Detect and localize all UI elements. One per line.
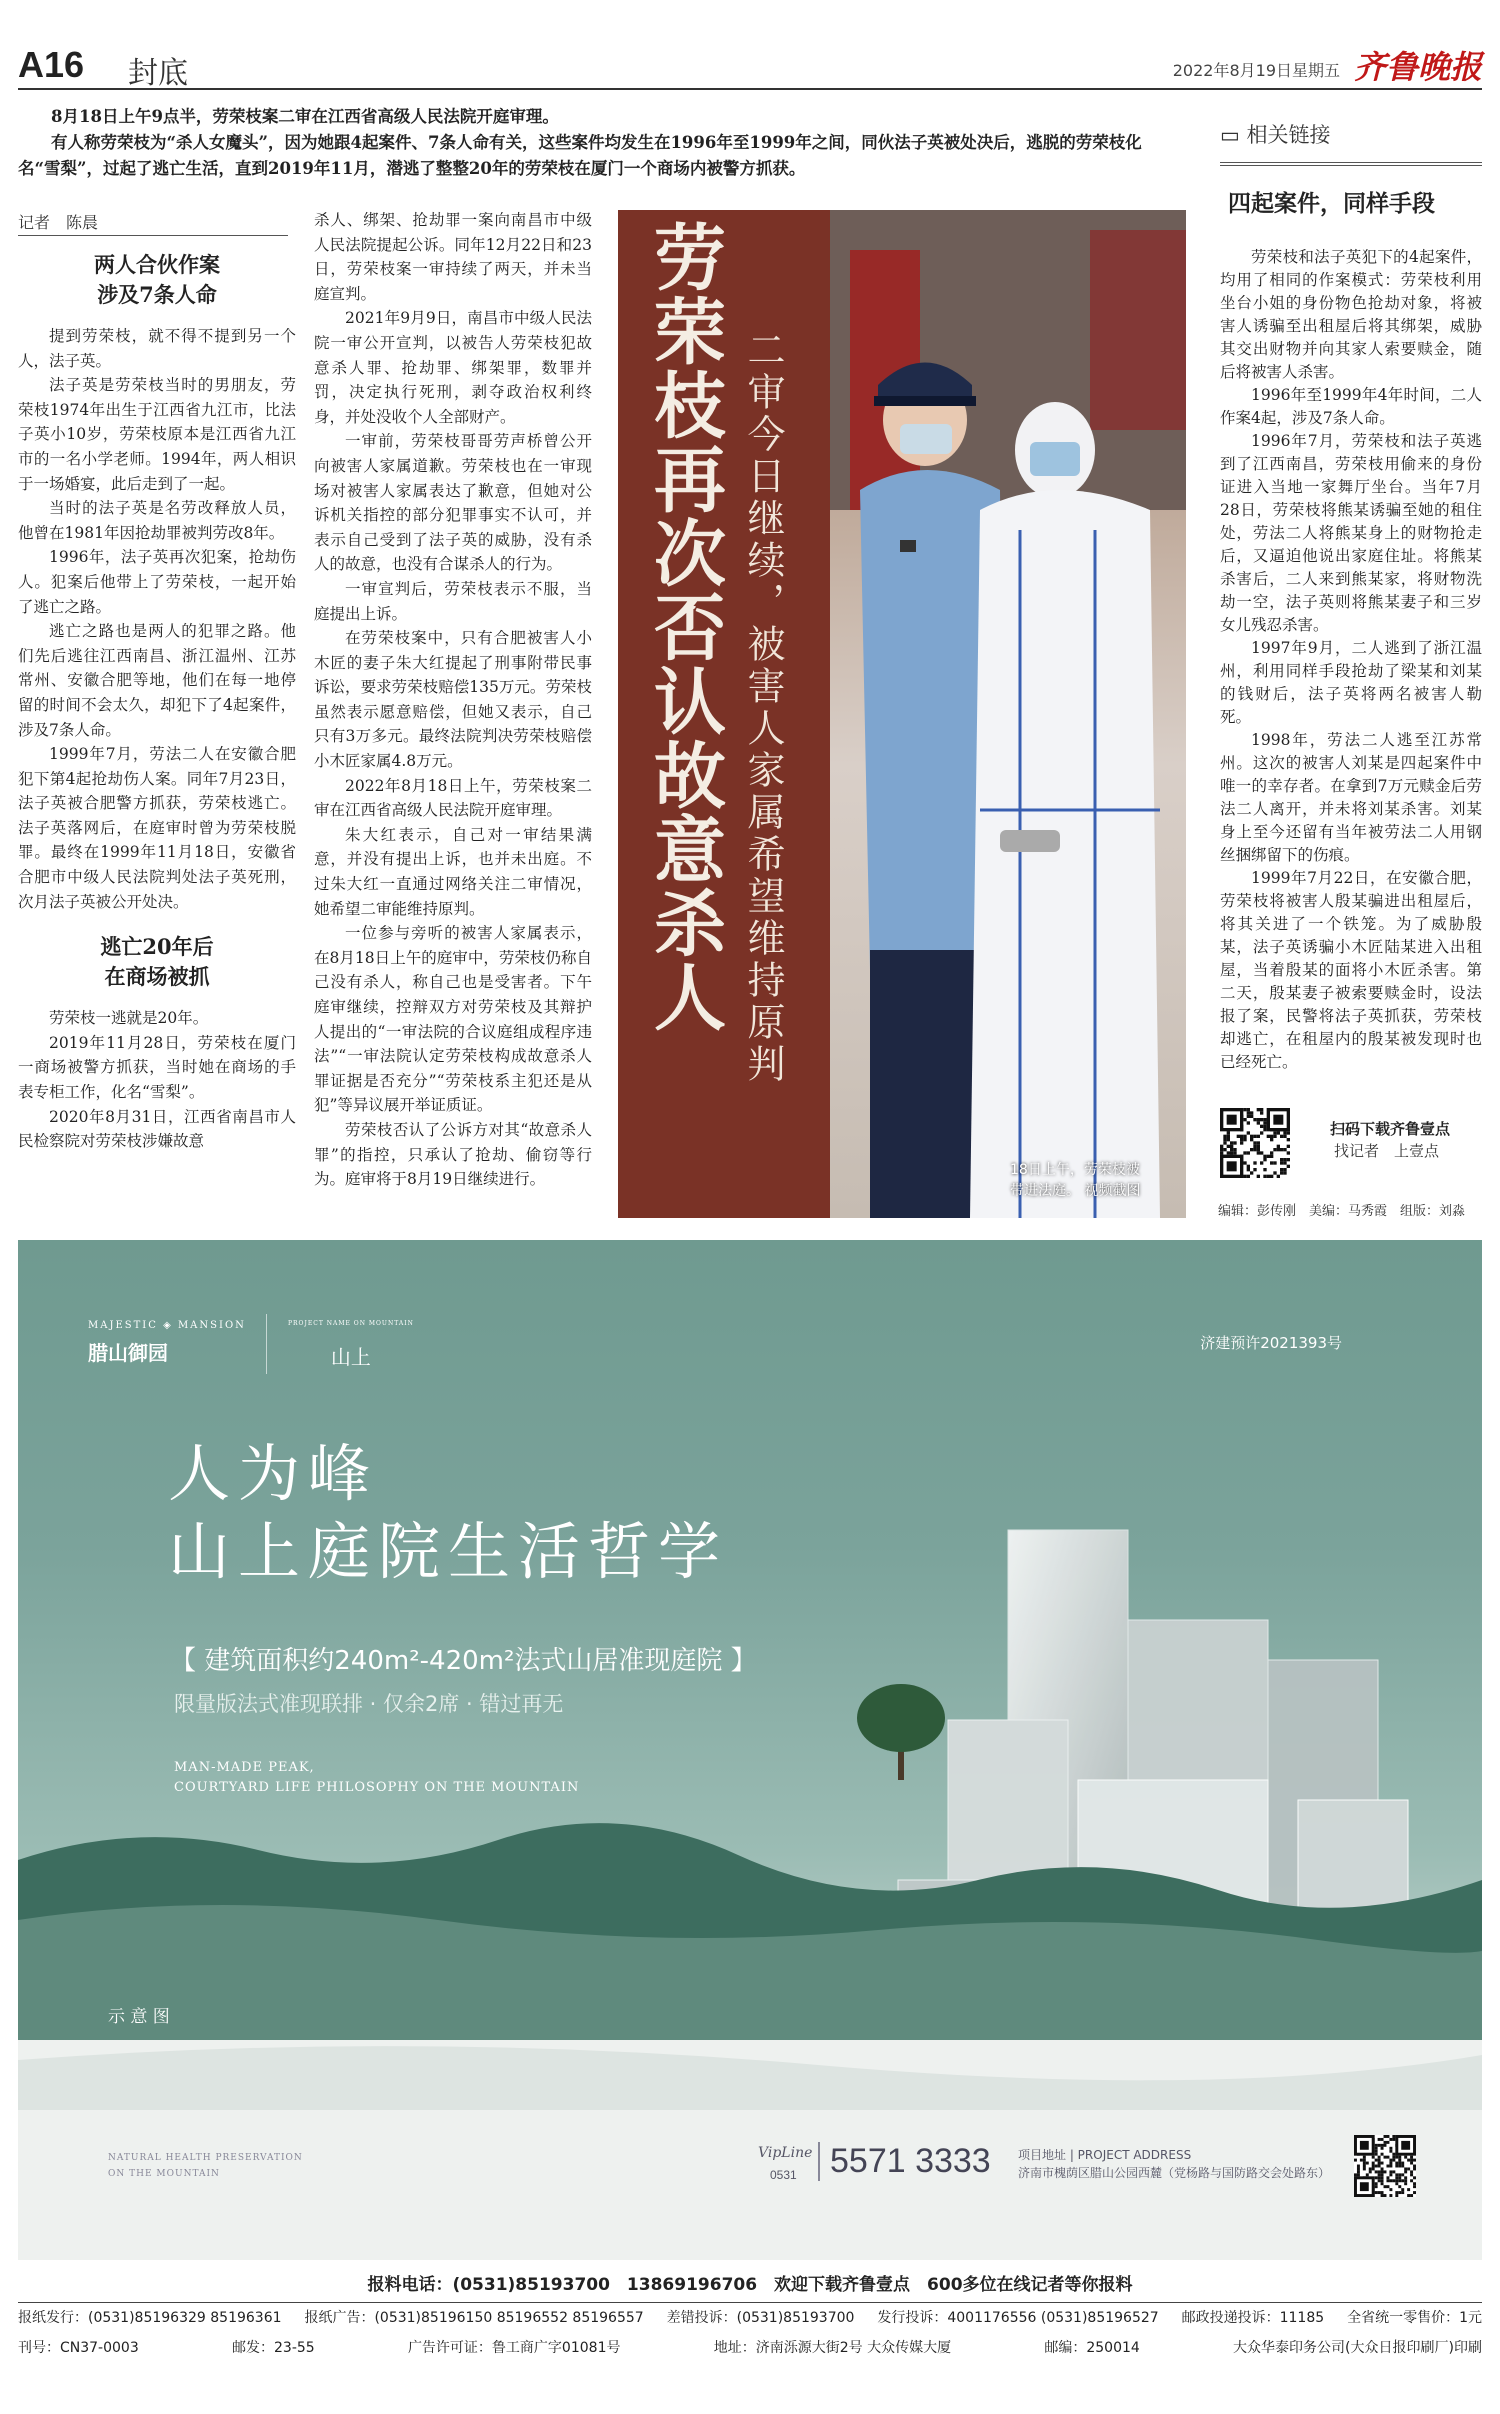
- sidebar-paragraph: 1996年7月，劳荣枝和法子英逃到了江西南昌，劳荣枝用偷来的身份证进入当地一家舞厅坐台。当年7月28日，劳荣枝将熊某诱骗至她的租住处，劳法二人将熊某身上的财物抢走后，又逼迫他说出家庭住址。将熊某杀害后，二人来到熊某家，将财物洗劫一空，法子英则将熊某妻子和三岁女儿残忍杀害。: [1220, 432, 1482, 634]
- ad-headline-line1: 人为峰: [168, 1437, 379, 1510]
- issue-date: 2022年8月19日: [1172, 61, 1292, 80]
- court-photo: [830, 210, 1186, 1218]
- footer-item: 刊号：CN37-0003: [18, 2340, 139, 2356]
- footer-item: 发行投诉：4001176556 (0531)85196527: [877, 2310, 1159, 2326]
- brand2-cn: 山上: [330, 1345, 371, 1369]
- sidebar-text: [1220, 246, 1482, 1074]
- tagline-line1: MAN-MADE PEAK,: [174, 1760, 315, 1775]
- sidebar-paragraph: 1998年，劳法二人逃至江苏常州。这次的被害人刘某是四起案件中唯一的幸存者。在拿到7万元赎金后劳法二人离开，并未将刘某杀害。刘某身上至今还留有当年被劳法二人用钢丝捆绑留下的伤痕。: [1220, 731, 1482, 864]
- sidebar-paragraph: 1999年7月22日，在安徽合肥，劳荣枝将被害人殷某骗进出租屋后，将其关进了一个铁笼。为了威胁殷某，法子英诱骗小木匠陆某进入出租屋，当着殷某的面将小木匠杀害。第二天，殷某妻子被索要赎金时，设法报了案，民警将法子英抓获，劳荣枝却逃亡，在租屋内的殷某被发现时也已经死亡。: [1220, 869, 1482, 1071]
- ad-phone[interactable]: 5571 3333: [818, 2142, 991, 2181]
- footer-item: 差错投诉：(0531)85193700: [666, 2310, 855, 2326]
- footer-item: 广告许可证：鲁工商广字01081号: [407, 2340, 621, 2356]
- page-number: A16: [18, 44, 85, 85]
- paragraph: 2021年9月9日，南昌市中级人民法院一审公开宣判，以被告人劳荣枝犯故意杀人罪、抢劫罪、绑架罪，数罪并罚，决定执行死刑，剥夺政治权利终身，并处没收个人全部财产。: [314, 309, 592, 426]
- weekday: 星期五: [1291, 61, 1340, 80]
- paragraph: 逃亡之路也是两人的犯罪之路。他们先后逃往江西南昌、浙江温州、江苏常州、安徽合肥等地，他们在每一地停留的时间不会太久，却犯下了4起案件，涉及7条人命。: [18, 622, 296, 739]
- paragraph: 2020年8月31日，江西省南昌市人民检察院对劳荣枝涉嫌故意: [18, 1107, 296, 1151]
- paragraph: 2019年11月28日，劳荣枝在厦门一商场被警方抓获，当时她在商场的手表专柜工作，化名“雪梨”。: [18, 1033, 296, 1102]
- paragraph: 一审前，劳荣枝哥哥劳声桥曾公开向被害人家属道歉。劳荣枝也在一审现场对被害人家属表达了歉意，但她对公诉机关指控的部分犯罪事实不认可，并表示自己受到了法子英的威胁，没有杀人的故意，也没有合谋杀人的行为。: [314, 432, 592, 574]
- footer-item: 报纸发行：(0531)85196329 85196361: [18, 2310, 282, 2326]
- sub-headline: 二审今日继续，被害人家属希望维持原判: [741, 330, 785, 1086]
- divider: [1220, 162, 1482, 166]
- editor-credits: 编辑：彭传刚 美编：马秀霞 组版：刘淼: [1218, 1204, 1466, 1219]
- paragraph: 一位参与旁听的被害人家属表示，在8月18日上午的庭审中，劳荣枝仍称自己没有杀人，称自己也是受害者。下午庭审继续，控辩双方对劳荣枝及其辩护人提出的“一审法院的合议庭组成程序违法”“一审法院认定劳荣枝构成故意杀人罪证据是否充分”“劳荣枝系主犯还是从犯”等异议展开举证质证。: [314, 924, 592, 1115]
- sidebar-paragraph: 劳荣枝和法子英犯下的4起案件，均用了相同的作案模式：劳荣枝利用坐台小姐的身份物色抢劫对象，将被害人诱骗至出租屋后将其绑架，威胁其交出财物并向其家人索要赎金，随后将被害人杀害。: [1220, 248, 1482, 381]
- footer-item: 邮发：23-55: [232, 2340, 315, 2356]
- court-scene-illustration: [830, 210, 1186, 1218]
- lead-paragraph: 8月18日上午9点半，劳荣枝案二审在江西省高级人民法院开庭审理。: [51, 107, 559, 126]
- photo-caption: 18日上午，劳荣枝被 带进法庭。 视频截图: [1010, 1162, 1141, 1199]
- footer-item: 邮政投递投诉：11185: [1181, 2310, 1325, 2326]
- lead-paragraph: 有人称劳荣枝为“杀人女魔头”，因为她跟4起案件、7条人命有关，这些案件均发生在1996年至1999年之间，同伙法子英被处决后，逃脱的劳荣枝化名“雪梨”，过起了逃亡生活，直到2019年11月，潜逃了整整20年的劳荣枝在厦门一个商场内被警方抓获。: [18, 133, 1142, 178]
- qr-code-icon[interactable]: [1220, 1108, 1290, 1178]
- paragraph: 1996年，法子英再次犯案，抢劫伤人。犯案后他带上了劳荣枝，一起开始了逃亡之路。: [18, 548, 296, 616]
- ad-brand-logo: [88, 1320, 246, 1366]
- footer-row-2: [18, 2333, 1482, 2363]
- paragraph: 劳荣枝一逃就是20年。: [49, 1009, 209, 1028]
- article-lead: [18, 104, 1170, 192]
- related-links-text: 相关链接: [1246, 123, 1331, 147]
- footer-item: 邮编：250014: [1044, 2340, 1140, 2356]
- paragraph: 1999年7月，劳法二人在安徽合肥犯下第4起抢劫伤人案。同年7月23日，法子英被合肥警方抓获，劳荣枝逃亡。法子英落网后，在庭审时曾为劳荣枝脱罪。最终在1999年11月18日，安徽省合肥市中级人民法院判处法子英死刑，次月法子英被公开处决。: [18, 745, 296, 911]
- sidebar-paragraph: 1996年至1999年4年时间，二人作案4起，涉及7条人命。: [1220, 386, 1482, 427]
- footer-item: 地址：济南泺源大街2号 大众传媒大厦: [713, 2340, 952, 2356]
- vipline-label: VipLine: [758, 2145, 813, 2161]
- qr-code-icon[interactable]: [1354, 2135, 1416, 2197]
- subheading: 逃亡20年后 在商场被抓: [100, 934, 214, 990]
- sidebar-title: 四起案件，同样手段: [1228, 190, 1435, 217]
- window-icon: ▭: [1220, 123, 1247, 147]
- paragraph: 一审宣判后，劳荣枝表示不服，当庭提出上诉。: [314, 579, 592, 623]
- ad-illustration: [18, 1240, 1482, 2260]
- ad-offer: 限量版法式准现联排 · 仅余2席 · 错过再无: [174, 1692, 564, 1716]
- main-headline: 劳荣枝再次否认故意杀人: [642, 220, 727, 1034]
- paragraph: 当时的法子英是名劳改释放人员，他曾在1981年因抢劫罪被判劳改8年。: [18, 499, 296, 542]
- paragraph: 劳荣枝否认了公诉方对其“故意杀人罪”的指控，只承认了抢劫、偷窃等行为。庭审将于8月19日继续进行。: [314, 1120, 592, 1189]
- ad-headline-line2: 山上庭院生活哲学: [168, 1515, 729, 1588]
- related-links-label: [1220, 118, 1482, 152]
- ad-headline: [168, 1435, 728, 1591]
- scan-subtitle: 找记者 上壹点: [1334, 1142, 1440, 1160]
- illustration-note: 示 意 图: [108, 2007, 170, 2027]
- footer-item: 大众华泰印务公司(大众日报印刷厂)印刷: [1233, 2340, 1482, 2356]
- footer-row-1: [18, 2303, 1482, 2333]
- tipline: 报料电话：(0531)85193700 13869196706 欢迎下载齐鲁壹点 600多位在线记者等你报料: [18, 2268, 1482, 2303]
- subheading: 两人合伙作案 涉及7条人命: [94, 252, 220, 307]
- small-en-1: NATURAL HEALTH PRESERVATION: [108, 2153, 303, 2163]
- paragraph: 在劳荣枝案中，只有合肥被害人小木匠的妻子朱大红提起了刑事附带民事诉讼，要求劳荣枝赔偿135万元。劳荣枝虽然表示愿意赔偿，但她又表示，自己只有3万多元。最终法院判决劳荣枝赔偿小木匠家属4.8万元。: [314, 629, 592, 771]
- sidebar-paragraph: 1997年9月，二人逃到了浙江温州，利用同样手段抢劫了梁某和刘某的钱财后，法子英将两名被害人勒死。: [1220, 639, 1482, 726]
- ad-small-english: [108, 2150, 303, 2182]
- city-code: 0531: [770, 2168, 797, 2182]
- paragraph: 朱大红表示，自己对一审结果满意，并没有提出上诉，也并未出庭。不过朱大红一直通过网络关注二审情况，她希望二审能维持原判。: [314, 825, 592, 918]
- headline-block: [618, 210, 1186, 1218]
- address-label: 项目地址 | PROJECT ADDRESS: [1018, 2148, 1192, 2162]
- reporter-byline: 记者 陈晨: [18, 210, 288, 236]
- tagline-line2: COURTYARD LIFE PHILOSOPHY ON THE MOUNTAIN: [174, 1780, 580, 1795]
- paragraph: 提到劳荣枝，就不得不提到另一个人，法子英。: [18, 327, 296, 370]
- section-name: 封底: [128, 56, 188, 91]
- scan-title: 扫码下载齐鲁壹点: [1330, 1120, 1451, 1138]
- newspaper-logo: 齐鲁晚报: [1353, 48, 1482, 86]
- presale-permit: 济建预许2021393号: [1200, 1334, 1342, 1352]
- address-text: 济南市槐荫区腊山公园西麓（党杨路与国防路交会处路东）: [1018, 2166, 1331, 2180]
- article-column-1: [18, 250, 296, 1240]
- brand-en: MAJESTIC ◈ MANSION: [88, 1320, 246, 1331]
- real-estate-ad: [18, 1240, 1482, 2260]
- ad-sub-brand: [288, 1320, 414, 1370]
- paragraph: 2022年8月18日上午，劳荣枝案二审在江西省高级人民法院开庭审理。: [314, 776, 592, 820]
- page-header: [18, 40, 1482, 90]
- related-links-sidebar: [1220, 118, 1482, 1228]
- footer-item: 报纸广告：(0531)85196150 85196552 85196557: [304, 2310, 644, 2326]
- page-footer: [18, 2268, 1482, 2408]
- small-en-2: ON THE MOUNTAIN: [108, 2169, 220, 2179]
- article-column-2: [314, 208, 592, 1243]
- ad-english-tagline: [174, 1758, 579, 1798]
- footer-item: 全省统一零售价：1元: [1347, 2310, 1482, 2326]
- ad-spec: 【 建筑面积约240m²-420m²法式山居准现庭院 】: [170, 1646, 757, 1676]
- paragraph: 杀人、绑架、抢劫罪一案向南昌市中级人民法院提起公诉。同年12月22日和23日，劳荣枝案一审持续了两天，并未当庭宣判。: [314, 211, 592, 303]
- brand-cn: 腊山御园: [88, 1341, 168, 1365]
- paragraph: 法子英是劳荣枝当时的男朋友，劳荣枝1974年出生于江西省九江市，比法子英小10岁，劳荣枝原本是江西省九江市的一名小学老师。1994年，两人相识于一场婚宴，此后走到了一起。: [18, 376, 296, 493]
- brand2-en: PROJECT NAME ON MOUNTAIN: [288, 1320, 414, 1327]
- logo-divider: [266, 1314, 267, 1374]
- project-address: [1018, 2146, 1330, 2182]
